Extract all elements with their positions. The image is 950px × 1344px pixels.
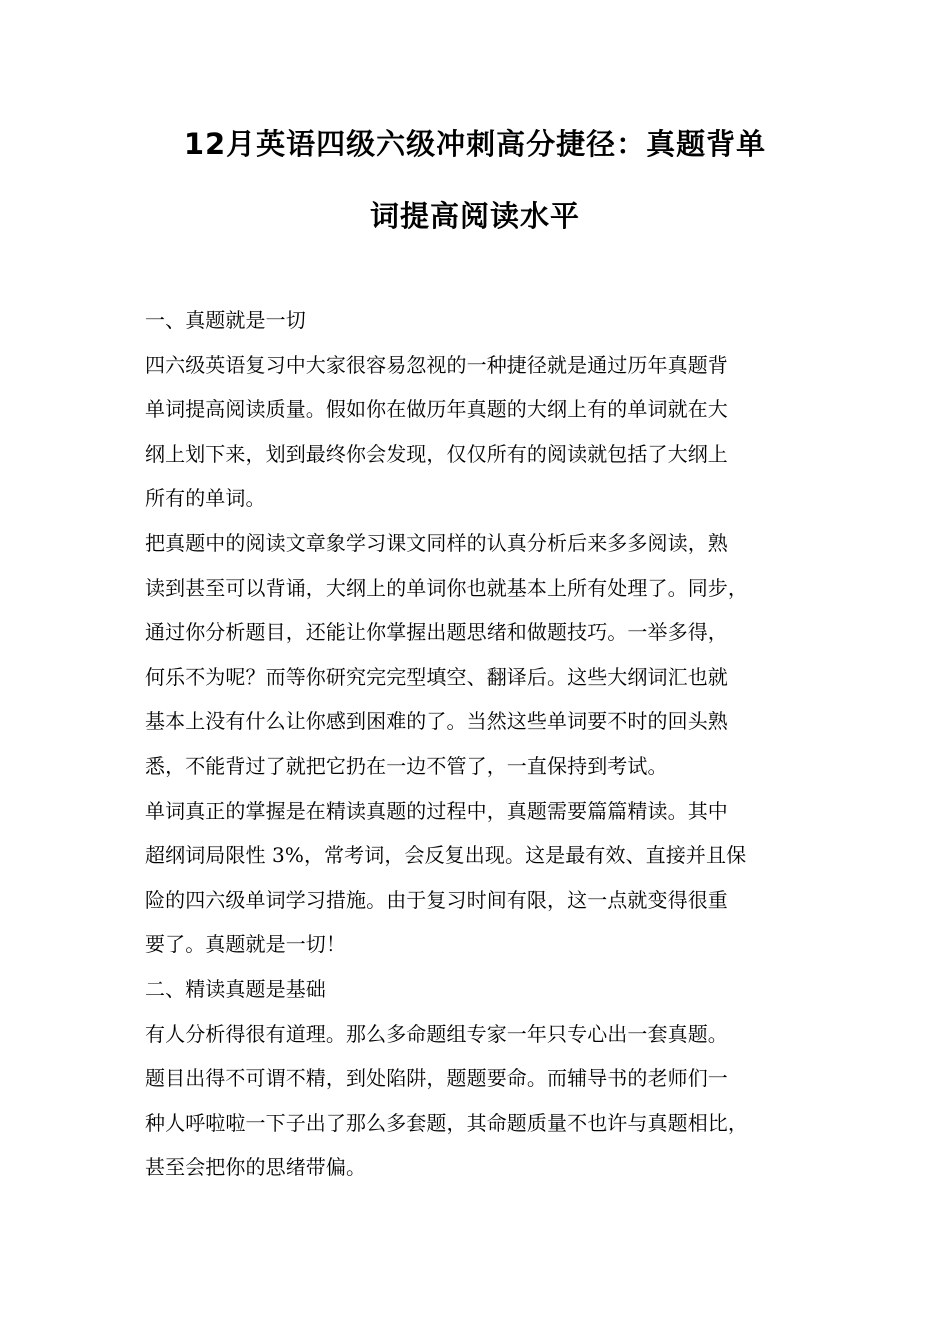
body-line: 单词提高阅读质量。假如你在做历年真题的大纲上有的单词就在大: [145, 397, 728, 422]
body-line: 超纲词局限性 3%，常考词，会反复出现。这是最有效、直接并且保: [145, 843, 747, 868]
body-line: 把真题中的阅读文章象学习课文同样的认真分析后来多多阅读，熟: [145, 530, 728, 555]
body-line: 四六级英语复习中大家很容易忽视的一种捷径就是通过历年真题背: [145, 352, 728, 377]
body-line: 基本上没有什么让你感到困难的了。当然这些单词要不时的回头熟: [145, 709, 728, 734]
body-line: 题目出得不可谓不精，到处陷阱，题题要命。而辅导书的老师们一: [145, 1066, 728, 1091]
document-title-line-2: 词提高阅读水平: [369, 199, 580, 233]
section-heading-1: 一、真题就是一切: [145, 308, 306, 332]
body-line: 甚至会把你的思绪带偏。: [145, 1155, 367, 1180]
body-line: 要了。真题就是一切！: [145, 932, 346, 957]
body-line: 读到甚至可以背诵，大纲上的单词你也就基本上所有处理了。同步，: [145, 575, 748, 600]
body-line: 通过你分析题目，还能让你掌握出题思绪和做题技巧。一举多得，: [145, 620, 728, 645]
body-line: 所有的单词。: [145, 486, 266, 511]
body-line: 悉，不能背过了就把它扔在一边不管了，一直保持到考试。: [145, 753, 668, 778]
body-line: 纲上划下来，划到最终你会发现，仅仅所有的阅读就包括了大纲上: [145, 441, 728, 466]
document-body: [145, 298, 825, 1190]
body-line: 种人呼啦啦一下子出了那么多套题，其命题质量不也许与真题相比，: [145, 1110, 748, 1135]
body-line: 有人分析得很有道理。那么多命题组专家一年只专心出一套真题。: [145, 1021, 728, 1046]
body-line: 何乐不为呢？而等你研究完完型填空、翻译后。这些大纲词汇也就: [145, 664, 728, 689]
section-heading-2: 二、精读真题是基础: [145, 976, 326, 1001]
body-line: 单词真正的掌握是在精读真题的过程中，真题需要篇篇精读。其中: [145, 798, 728, 823]
body-line: 险的四六级单词学习措施。由于复习时间有限，这一点就变得很重: [145, 887, 728, 912]
document-title-line-1: 12月英语四级六级冲刺高分捷径：真题背单: [183, 127, 767, 161]
